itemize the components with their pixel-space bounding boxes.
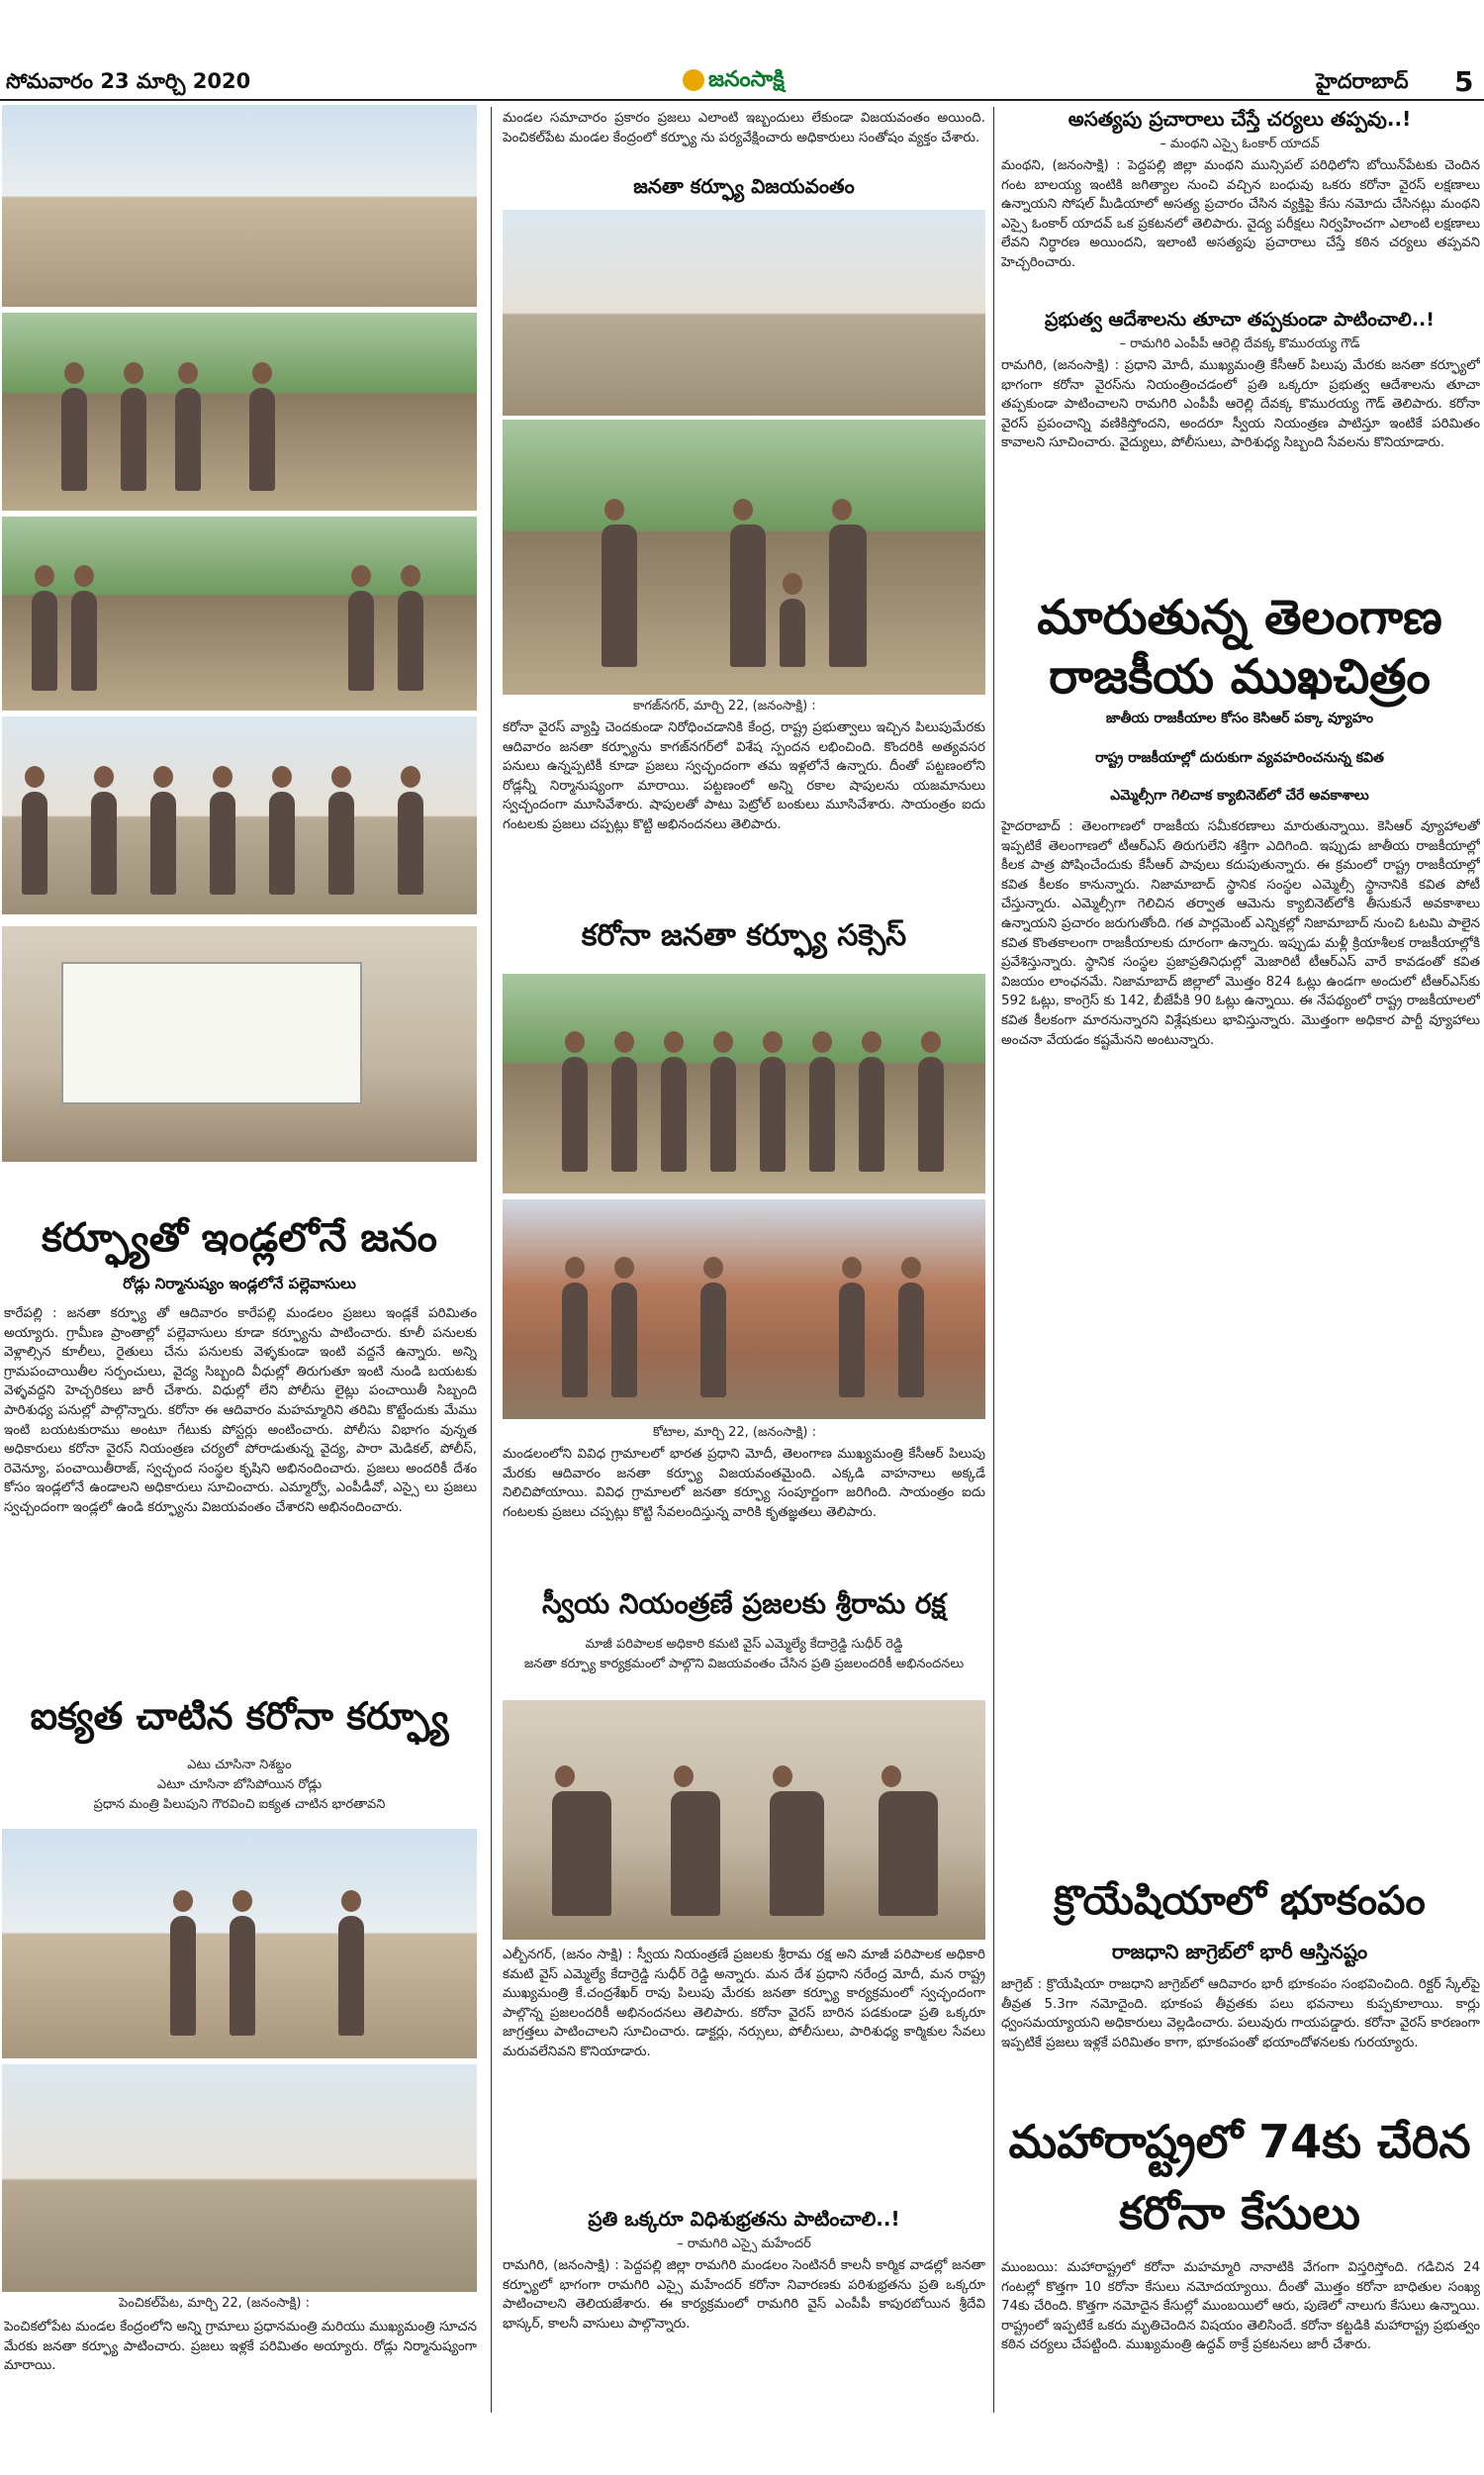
- byline-false-propaganda: – మంథని ఎస్సై ఓంకార్ యాదవ్: [1159, 137, 1320, 151]
- masthead-bar: [0, 65, 1484, 101]
- headline-govt-orders: ప్రభుత్వ ఆదేశాలను తూచా తప్పకుండా పాటించాలి..!: [1045, 309, 1435, 331]
- article-false-propaganda: మంథని, (జనంసాక్షి) : పెద్దపల్లి జిల్లా మంథని మున్సిపల్ పరిధిలోని బోయిన్‌పేటకు చెందిన గంట బాలయ్య ఇంటికి జగిత్యాల నుంచి వచ్చిన బంధువు ఒకరు కరోనా వైరస్ లక్షణాలు ఉన్నాయని సోషల్ మీడియాలో అసత్య ప్రచారం చేసిన వ్యక్తిపై కేసు నమోదు చేసినట్లు మంథని ఎస్సై ఓంకార్ యాదవ్ ఒక ప్రకటనలో తెలిపారు. వైద్య పరీక్షలు నిర్వహించగా ఎలాంటి లక్షణాలు లేవని నిర్ధారణ అయిందని, ఇలాంటి అసత్యపు ప్రచారాలు చేస్తే కఠిన చర్యలు తప్పవని హెచ్చరించారు.: [1001, 158, 1480, 270]
- column-divider-1: [491, 107, 492, 2413]
- article-intro-middle: మండల సమాచారం ప్రకారం ప్రజలు ఎలాంటి ఇబ్బందులు లేకుండా విజయవంతం అయింది. పెంచికల్‌పేట మండల కేంద్రంలో కర్ఫ్యూ ను పర్యవేక్షించారు అధికారులు సంతోషం వ్యక్తం చేశారు.: [503, 111, 985, 145]
- subhead-croatia-quake: రాజధాని జాగ్రెబ్‌లో భారీ ఆస్తినష్టం: [1111, 1940, 1368, 1963]
- photo-family-clapping: [503, 420, 985, 695]
- byline-unity-3: ప్రధాన మంత్రి పిలుపుని గౌరవించి ఐక్యత చాటిన భారతావని: [93, 1797, 386, 1812]
- brand-logo-icon: [683, 69, 704, 91]
- photo-deserted-lane: [2, 2064, 477, 2292]
- photo-people-clapping: [2, 517, 477, 711]
- caption-kagaznagar: కాగజ్‌నగర్, మార్చి 22, (జనంసాక్షి) :: [633, 699, 816, 714]
- subhead-telangana-3: ఎమ్మెల్సీగా గెలిచాక క్యాబినెట్‌లో చేరే అవకాశాలు: [1110, 788, 1369, 804]
- article-maharashtra-cases: ముంబయి: మహారాష్ట్రలో కరోనా మహమ్మారి నానాటికి వేగంగా విస్తరిస్తోంది. గడిచిన 24 గంటల్లో కొత్తగా 10 కరోనా కేసులు నమోదయ్యాయి. దీంతో మొత్తం కరోనా బాధితుల సంఖ్య 74కు చేరింది. కొత్తగా నమోదైన కేసుల్లో ముంబయిలో ఆరు, పుణెలో నాలుగు కేసులు ఉన్నాయి. రాష్ట్రంలో ఇప్పటికే ఒకరు మృతిచెందిన విషయం తెలిసిందే. కరోనా కట్టడికి మహారాష్ట్ర ప్రభుత్వం కఠిన చర్యలు చేపట్టింది. ముఖ్యమంత్రి ఉద్ధవ్ ఠాక్రే ప్రకటనలు జారీ చేశారు.: [1001, 2260, 1480, 2353]
- photo-colony-group: [503, 974, 985, 1193]
- page-number: 5: [1454, 65, 1474, 98]
- column-divider-2: [993, 107, 994, 2413]
- byline-unity-1: ఎటు చూసినా నిశబ్దం: [187, 1758, 292, 1772]
- headline-curfew-homes: కర్ఫ్యూతో ఇండ్లలోనే జనం: [42, 1215, 437, 1261]
- article-curfew-homes: కారేపల్లి : జనతా కర్ఫ్యూ తో ఆదివారం కారేపల్లి మండలం ప్రజలు ఇండ్లకే పరిమితం అయ్యారు. గ్రామీణ ప్రాంతాల్లో పల్లెవాసులు కూడా కర్ఫ్యూను పాటించారు. కూలీ పనులకు వెళ్లాల్సిన కూలీలు, రైతులు చేను పనులకు వెళ్ళకుండా ఇంటి వద్దనే ఉన్నారు. అన్ని గ్రామపంచాయితీల సర్పంచులు, వైద్య సిబ్బంది వీధుల్లో తిరుగుతూ ఇంటి నుండి బయటకు వెళ్ళవద్దని హెచ్చరికలు జారీ చేశారు. విధుల్లో లేని పోలీసు లైట్లు పంచాయితీ సిబ్బంది పారిశుధ్య పనుల్లో పాల్గొన్నారు. కరోనా ఈ ఆదివారం మహమ్మారిని తరిమి కొట్టేందుకు మేము ఇంటి బయటకురాము అంటూ గేటుకు పోస్టర్లు అంటించారు. పోలీసు విభాగం వున్నత అధికారులు కరోనా వైరస్ నియంత్రణ చర్యలో పోరాడుతున్న వైద్య, పారా మెడికల్, పోలీస్, రెవెన్యూ, పంచాయితీరాజ్, స్వచ్ఛంద సంస్థల కృషిని అభినందించారు. ప్రజలు అందరికీ దేశం కోసం ఇండ్లలోనే ఉండాలని అధికారులు సూచించారు. ఎమ్మార్వో, ఎంపీడీవో, ఎస్సై లు ప్రజలు స్వచ్చందంగా ఇండ్లలో ఉండి కర్ఫ్యూను విజయవంతం చేశారని అభినందించారు.: [4, 1306, 477, 1515]
- headline-corona-curfew-success: కరోనా జనతా కర్ఫ్యూ సక్సెస్: [581, 918, 907, 953]
- subhead-curfew-homes: రోడ్లు నిర్మానుష్యం ఇండ్లలోనే పల్లెవాసులు: [123, 1275, 356, 1292]
- photo-empty-street: [2, 105, 477, 307]
- photo-curfew-poster: [2, 926, 477, 1162]
- headline-self-control: స్వీయ నియంత్రణే ప్రజలకు శ్రీరామ రక్ష: [541, 1587, 947, 1620]
- edition-city: హైదరాబాద్: [1316, 69, 1409, 93]
- headline-maharashtra-cases: మహారాష్ట్రలో 74కు చేరిన కరోనా కేసులు: [1008, 2115, 1471, 2239]
- article-govt-orders: రామగిరి, (జనంసాక్షి) : ప్రధాని మోదీ, ముఖ్యమంత్రి కేసీఆర్ పిలుపు మేరకు జనతా కర్ఫ్యూలో భాగంగా కరోనా వైరస్‌ను నియంత్రించడంలో ప్రతి ఒక్కరూ ప్రభుత్వ ఆదేశాలను తూచా తప్పకుండా పాటించాలని రామగిరి ఎంపీపీ ఆరెల్లి దేవక్క కొమురయ్య గౌడ్ తెలిపారు. కరోనా వైరస్ ప్రపంచాన్ని వణికిస్తోందని, అందరూ స్వీయ నియంత్రణ పాటిస్తూ ఇంటికే పరిమితం కావాలని సూచించారు. వైద్యులు, పోలీసులు, పారిశుధ్య సిబ్బంది సేవలను కొనియాడారు.: [1001, 358, 1480, 451]
- brand-name: జనంసాక్షి: [708, 67, 785, 92]
- article-cleanliness: రామగిరి, (జనంసాక్షి) : పెద్దపల్లి జిల్లా రామగిరి మండలం సెంటినరీ కాలనీ కార్మిక వాడల్లో జనతా కర్ఫ్యూలో భాగంగా రామగిరి ఎస్సై మహేందర్ కరోనా నివారణకు పరిశుభ్రతను ప్రతి ఒక్కరూ పాటించాలని తెలియజేశారు. ఈ కార్యక్రమంలో రామగిరి వైస్ ఎంపీపీ కాపురబోయిన శ్రీదేవి భాస్కర్, కాలనీ వాసులు పాల్గొన్నారు.: [503, 2258, 985, 2332]
- subhead-telangana-2: రాష్ట్ర రాజకీయాల్లో దురుకుగా వ్యవహరించనున్న కవిత: [1095, 750, 1384, 766]
- photo-brick-house-group: [503, 1199, 985, 1419]
- handwritten-poster: [61, 962, 362, 1104]
- photo-saluting-family: [503, 1700, 985, 1940]
- article-kotala: మండలంలోని వివిధ గ్రామాలలో భారత ప్రధాని మోదీ, తెలంగాణ ముఖ్యమంత్రి కేసీఆర్ పిలుపు మేరకు ఆదివారం జనతా కర్ఫ్యూ విజయవంతమైంది. ఎక్కడి వాహనాలు అక్కడే నిలిచిపోయాయి. వివిధ గ్రామాలలో జనతా కర్ఫ్యూ సంపూర్ణంగా జరిగింది. సాయంత్రం ఐదు గంటలకు ప్రజలు చప్పట్లు కొట్టి సేవలందిస్తున్న వారికి కృతజ్ఞతలు తెలిపారు.: [503, 1447, 985, 1520]
- article-telangana-politics: హైదరాబాద్ : తెలంగాణలో రాజకీయ సమీకరణాలు మారుతున్నాయి. కెసిఆర్ వ్యూహాలతో ఇప్పటికే తెలంగాణలో టీఆర్ఎస్ తిరుగులేని శక్తిగా ఎదిగింది. ఇప్పుడు జాతీయ రాజకీయాల్లో కీలక పాత్ర పోషించేందుకు కేసీఆర్ పావులు కదుపుతున్నారు. ఈ క్రమంలో రాష్ట్ర రాజకీయాల్లో కవిత కీలకం కానున్నారు. నిజామాబాద్ స్థానిక సంస్థల ఎమ్మెల్సీ స్థానానికి కవిత పోటీ చేస్తున్నారు. ఎమ్మెల్సీగా గెలిచిన తర్వాత ఆమెను క్యాబినెట్‌లోకి తీసుకునే అవకాశాలు ఉన్నాయని ప్రచారం జరుగుతోంది. గత పార్లమెంట్ ఎన్నికల్లో నిజామాబాద్ నుంచి ఓటమి పాలైన కవిత కొంతకాలంగా రాజకీయాలకు దూరంగా ఉన్నారు. ఇప్పుడు మళ్లీ క్రియాశీలక రాజకీయాల్లోకి ప్రవేశిస్తున్నారు. స్థానిక సంస్థల ప్రజాప్రతినిధుల్లో మెజారిటీ టీఆర్ఎస్ వారే కావడంతో కవిత విజయం లాంఛనమే. నిజామాబాద్ జిల్లాలో మొత్తం 824 ఓట్లు ఉండగా అందులో టీఆర్ఎస్‌కు 592 ఓట్లు, కాంగ్రెస్ కు 142, బీజేపీకి 90 ఓట్లు ఉన్నాయి. ఈ నేపథ్యంలో రాష్ట్ర రాజకీయాలలో కవిత కీలకంగా మారనున్నారని విశ్లేషకులు భావిస్తున్నారు. మొత్తంగా అధికార పార్టీ వ్యూహాలు అంచనా వేయడం కష్టమేనని అంటున్నారు.: [1001, 819, 1480, 1048]
- headline-false-propaganda: అసత్యపు ప్రచారాలు చేస్తే చర్యలు తప్పవు..!: [1067, 107, 1412, 131]
- article-kagaznagar: కరోనా వైరస్ వ్యాప్తి చెందకుండా నిరోధించడానికి కేంద్ర, రాష్ట్ర ప్రభుత్వాలు ఇచ్చిన పిలుపుమేరకు ఆదివారం జనతా కర్ఫ్యూను కాగజ్‌నగర్‌లో విశేష స్పందన లభించింది. కొందరికి అత్యవసర పనులు ఉన్నప్పటికీ కూడా ప్రజలు స్వచ్ఛందంగా తమ ఇళ్లలోనే ఉన్నారు. దీంతో పట్టణంలోని రోడ్లన్నీ నిర్మానుష్యంగా మారాయి. పట్టణంలో అన్ని రకాల షాపులను యజమానులు స్వచ్ఛందంగా మూసివేశారు. షాపులతో పాటు పెట్రోల్ బంకులు మూసివేశారు. సాయంత్రం ఐదు గంటలకు ప్రజలు చప్పట్లు కొట్టి అభినందనలు తెలిపారు.: [503, 720, 985, 832]
- photo-men-empty-road: [2, 1829, 477, 2058]
- photo-police-group: [2, 716, 477, 914]
- photo-villagers-road: [2, 313, 477, 511]
- headline-croatia-quake: క్రొయేషియాలో భూకంపం: [1054, 1878, 1426, 1924]
- article-croatia-quake: జాగ్రెబ్ : క్రొయేషియా రాజధాని జాగ్రెబ్‌లో ఆదివారం భారీ భూకంపం సంభవించింది. రిక్టర్ స్కేల్‌పై తీవ్రత 5.3గా నమోదైంది. భూకంప తీవ్రతకు పలు భవనాలు కుప్పకూలాయి. కార్లు ధ్వంసమయ్యాయని అధికారులు వెల్లడించారు. పలువురు గాయపడ్డారు. కరోనా వైరస్ కారణంగా ఇప్పటికే ప్రజలు ఇళ్లకే పరిమితం కాగా, భూకంపంతో భయాందోళనలకు గురయ్యారు.: [1001, 1977, 1480, 2050]
- article-penchikalpet: పెంచికలోపేట మండల కేంద్రంలోని అన్ని గ్రామాలు ప్రధానమంత్రి మరియు ముఖ్యమంత్రి సూచన మేరకు జనతా కర్ఫ్యూ పాటించారు. ప్రజలు ఇళ్లకే పరిమితం అయ్యారు. రోడ్లు నిర్మానుష్యంగా మారాయి.: [4, 2320, 477, 2374]
- headline-cleanliness: ప్రతి ఒక్కరూ విధిశుభ్రతను పాటించాలి..!: [588, 2207, 900, 2231]
- byline-self-control-1: మాజీ పరిపాలక అధికారి కమటి వైస్ ఎమ్మెల్యే కేదార్రెడ్డి సుధీర్ రెడ్డి: [585, 1637, 903, 1652]
- photo-kagaznagar-market: [503, 210, 985, 416]
- newspaper-brand[interactable]: [683, 67, 785, 97]
- headline-telangana-politics: మారుతున్న తెలంగాణ రాజకీయ ముఖచిత్రం: [1037, 590, 1442, 705]
- caption-kotala: కోటాల, మార్చి 22, (జనంసాక్షి) :: [653, 1425, 816, 1440]
- headline-janata-success: జనతా కర్ఫ్యూ విజయవంతం: [633, 174, 855, 198]
- byline-cleanliness: – రామగిరి ఎస్సై మహేందర్: [677, 2237, 811, 2251]
- headline-unity-curfew: ఐక్యత చాటిన కరోనా కర్ఫ్యూ: [30, 1694, 449, 1738]
- byline-self-control-2: జనతా కర్ఫ్యూ కార్యక్రమంలో పాల్గొని విజయవంతం చేసిన ప్రతి ప్రజలందరికీ అభినందనలు: [523, 1657, 965, 1671]
- byline-govt-orders: – రామగిరి ఎంపీపీ ఆరెల్లి దేవక్క కొమురయ్య గౌడ్: [1119, 336, 1360, 351]
- caption-penchikalpet: పెంచికల్‌పేట, మార్చి 22, (జనంసాక్షి) :: [119, 2296, 310, 2311]
- byline-unity-2: ఎటూ చూసినా బోసిపోయిన రోడ్లు: [156, 1777, 323, 1792]
- issue-date: సోమవారం 23 మార్చి 2020: [6, 69, 251, 93]
- article-self-control: ఎల్బీనగర్, (జనం సాక్షి) : స్వీయ నియంత్రణే ప్రజలకు శ్రీరామ రక్ష అని మాజీ పరిపాలక అధికారి కమటి వైస్ ఎమ్మెల్యే కేదార్రెడ్డి సుధీర్ రెడ్డి అన్నారు. మన దేశ ప్రధాని నరేంద్ర మోదీ, మన రాష్ట్ర ముఖ్యమంత్రి కే.చంద్రశేఖర్ రావు పిలుపు మేరకు జనతా కర్ఫ్యూ కార్యక్రమంలో స్వచ్ఛందంగా పాల్గొన్న ప్రజలందరికీ అభినందనలు తెలిపారు. కరోనా వైరస్ బారిన పడకుండా ప్రతి ఒక్కరూ జాగ్రత్తలు పాటించాలని సూచించారు. డాక్టర్లు, నర్సులు, పోలీసులు, పారిశుధ్య కార్మికుల సేవలు మరువలేనివని కొనియాడారు.: [503, 1948, 985, 2059]
- subhead-telangana-1: జాతీయ రాజకీయాల కోసం కెసిఆర్ పక్కా వ్యూహం: [1105, 711, 1374, 726]
